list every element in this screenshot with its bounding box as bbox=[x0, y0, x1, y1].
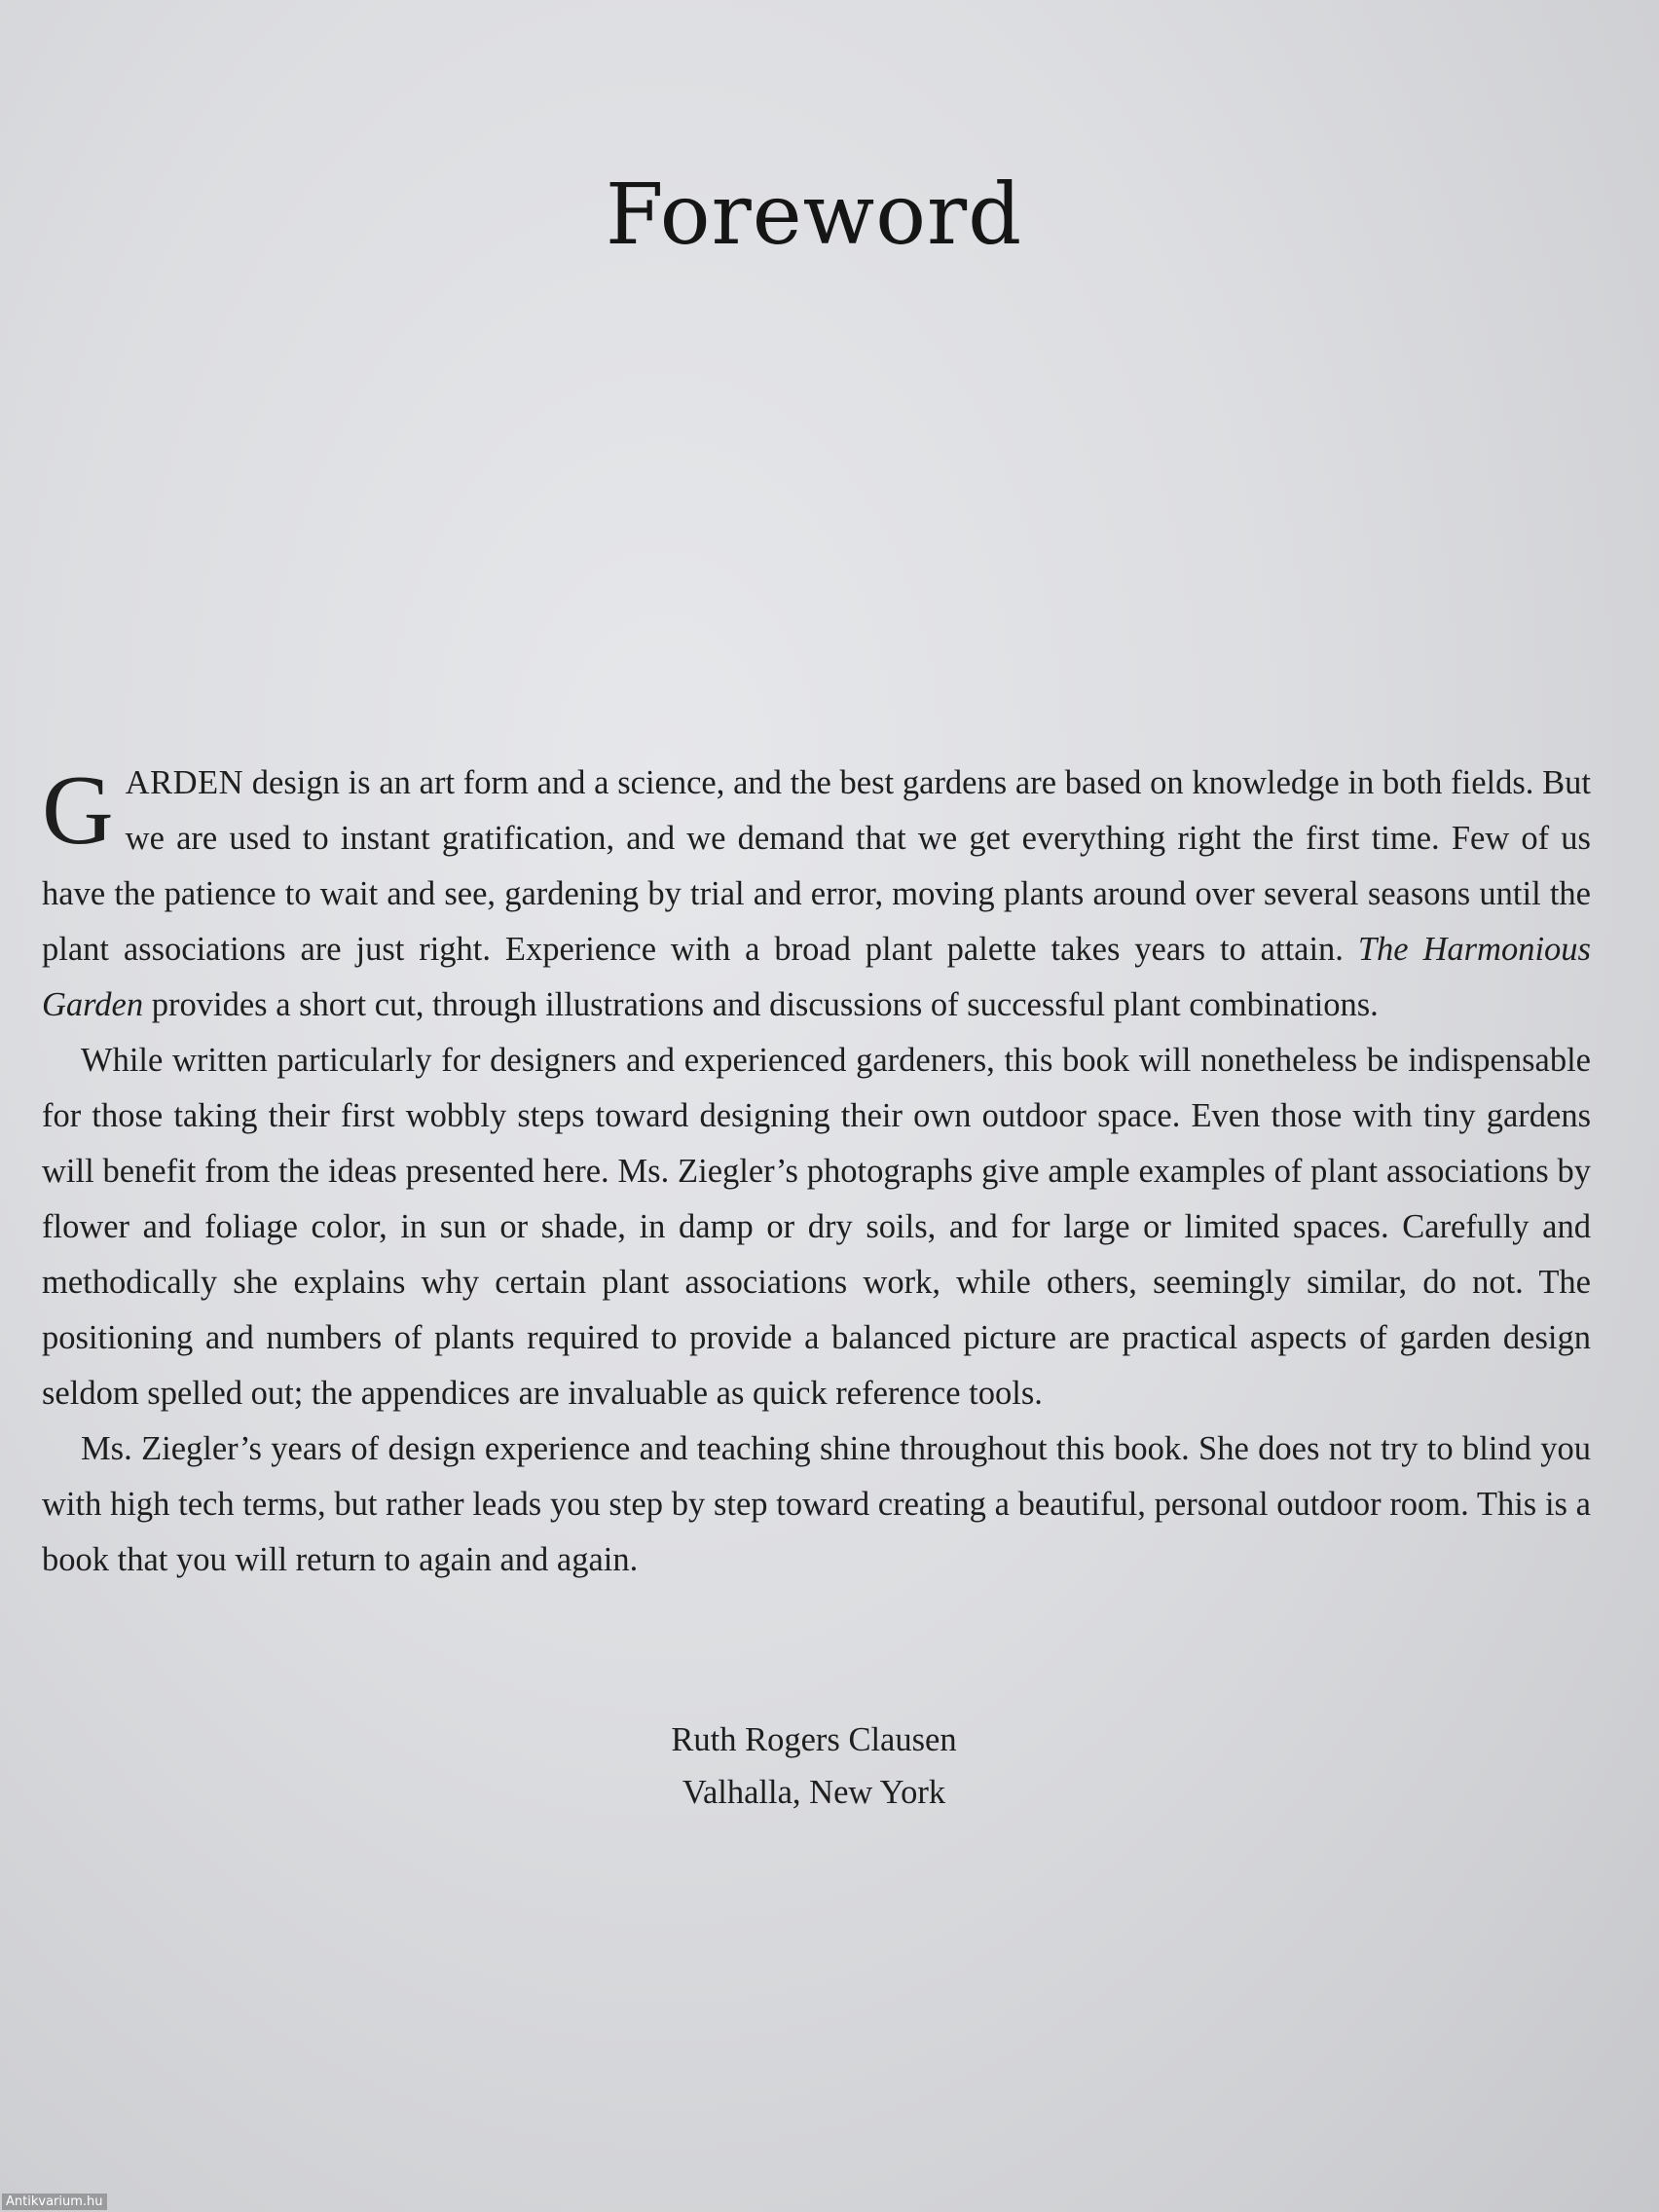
foreword-body bbox=[42, 756, 1591, 1588]
author-name: Ruth Rogers Clausen bbox=[671, 1721, 957, 1758]
paragraph-2: While written particularly for designers and experienced gardeners, this book will nonetheless be indispensable for those taking their first wobbly steps toward designing their own outdoor space. Even those with tiny gardens will benefit from the ideas presented here. Ms. Ziegler’s photographs give ample examples of plant associations by flower and foliage color, in sun or shade, in damp or dry soils, and for large or limited spaces. Carefully and methodically she explains why certain plant associations work, while others, seemingly similar, do not. The positioning and numbers of plants required to provide a balanced picture are practical aspects of garden design seldom spelled out; the appendices are invaluable as quick reference tools. bbox=[42, 1042, 1591, 1412]
paragraph-1-text-a: design is an art form and a science, and the best gardens are based on knowledge in both fields. But we are used to instant gratification, and we demand that we get everything right the first time. Few of us have the patience to wait and see, gardening by trial and error, moving plants around over several seasons until the plant associations are just right. Experience with a broad plant palette takes years to attain. bbox=[42, 764, 1591, 968]
paragraph-1 bbox=[42, 756, 1591, 1033]
signature-block bbox=[0, 1714, 1628, 1819]
paragraph-3: Ms. Ziegler’s years of design experience and teaching shine throughout this book. She does not try to blind you with high tech terms, but rather leads you step by step toward creating a beautiful, personal outdoor room. This is a book that you will return to again and again. bbox=[42, 1430, 1591, 1578]
drop-cap: G bbox=[42, 756, 114, 866]
paragraph-1-text-b: provides a short cut, through illustrations and discussions of successful plant combinations. bbox=[143, 986, 1379, 1023]
small-caps-opening: ARDEN bbox=[125, 764, 244, 801]
watermark-logo: Antikvarium.hu bbox=[2, 2194, 107, 2210]
page-title: Foreword bbox=[605, 166, 1023, 264]
book-title-italic: The Harmonious Garden bbox=[42, 931, 1591, 1023]
author-location: Valhalla, New York bbox=[682, 1774, 946, 1811]
